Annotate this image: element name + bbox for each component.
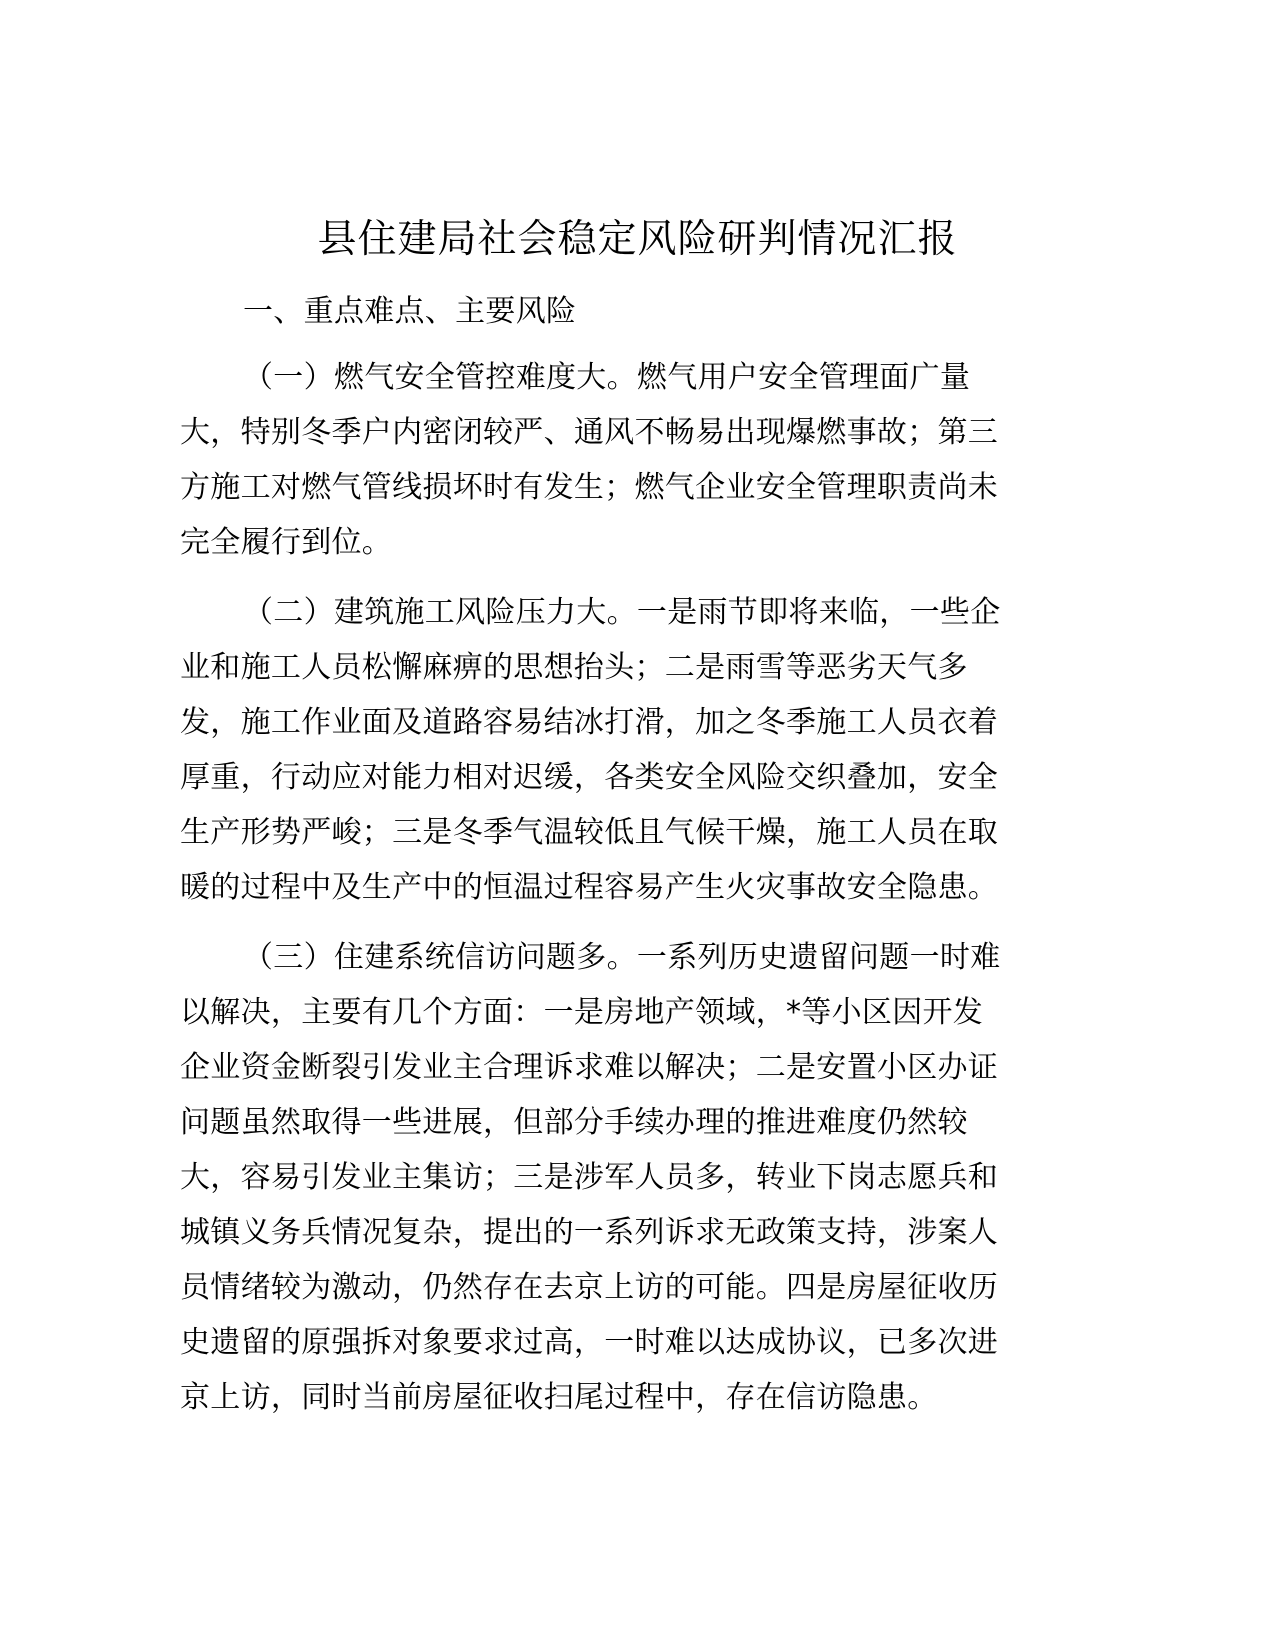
paragraph-line: 大，特别冬季户内密闭较严、通风不畅易出现爆燃事故；第三: [180, 415, 999, 450]
paragraph-line: 业和施工人员松懈麻痹的思想抬头；二是雨雪等恶劣天气多: [180, 650, 968, 685]
paragraph-line: 厚重，行动应对能力相对迟缓，各类安全风险交织叠加，安全: [180, 760, 999, 795]
paragraph-line: 暖的过程中及生产中的恒温过程容易产生火灾事故安全隐患。: [180, 870, 999, 905]
paragraph-line: 完全履行到位。: [180, 525, 393, 560]
paragraph-line: 方施工对燃气管线损坏时有发生；燃气企业安全管理职责尚未: [180, 470, 999, 505]
paragraph-line: 生产形势严峻；三是冬季气温较低且气候干燥，施工人员在取: [180, 815, 999, 850]
paragraph-line: （二）建筑施工风险压力大。一是雨节即将来临，一些企: [243, 595, 1001, 630]
paragraph-line: 史遗留的原强拆对象要求过高，一时难以达成协议，已多次进: [180, 1325, 999, 1360]
paragraph-line: 问题虽然取得一些进展，但部分手续办理的推进难度仍然较: [180, 1105, 968, 1140]
paragraph-line: （三）住建系统信访问题多。一系列历史遗留问题一时难: [243, 940, 1001, 975]
paragraph-line: 发，施工作业面及道路容易结冰打滑，加之冬季施工人员衣着: [180, 705, 999, 740]
paragraph-line: 京上访，同时当前房屋征收扫尾过程中，存在信访隐患。: [180, 1380, 938, 1415]
document-title: 县住建局社会稳定风险研判情况汇报: [317, 217, 958, 262]
paragraph-line: 员情绪较为激动，仍然存在去京上访的可能。四是房屋征收历: [180, 1270, 999, 1305]
paragraph-line: 大，容易引发业主集访；三是涉军人员多，转业下岗志愿兵和: [180, 1160, 999, 1195]
paragraph-line: （一）燃气安全管控难度大。燃气用户安全管理面广量: [243, 360, 971, 395]
section-heading: 一、重点难点、主要风险: [243, 294, 577, 329]
paragraph-line: 企业资金断裂引发业主合理诉求难以解决；二是安置小区办证: [180, 1050, 999, 1085]
paragraph-line: 以解决，主要有几个方面：一是房地产领域，*等小区因开发: [180, 995, 984, 1030]
paragraph-line: 城镇义务兵情况复杂，提出的一系列诉求无政策支持，涉案人: [180, 1215, 999, 1250]
